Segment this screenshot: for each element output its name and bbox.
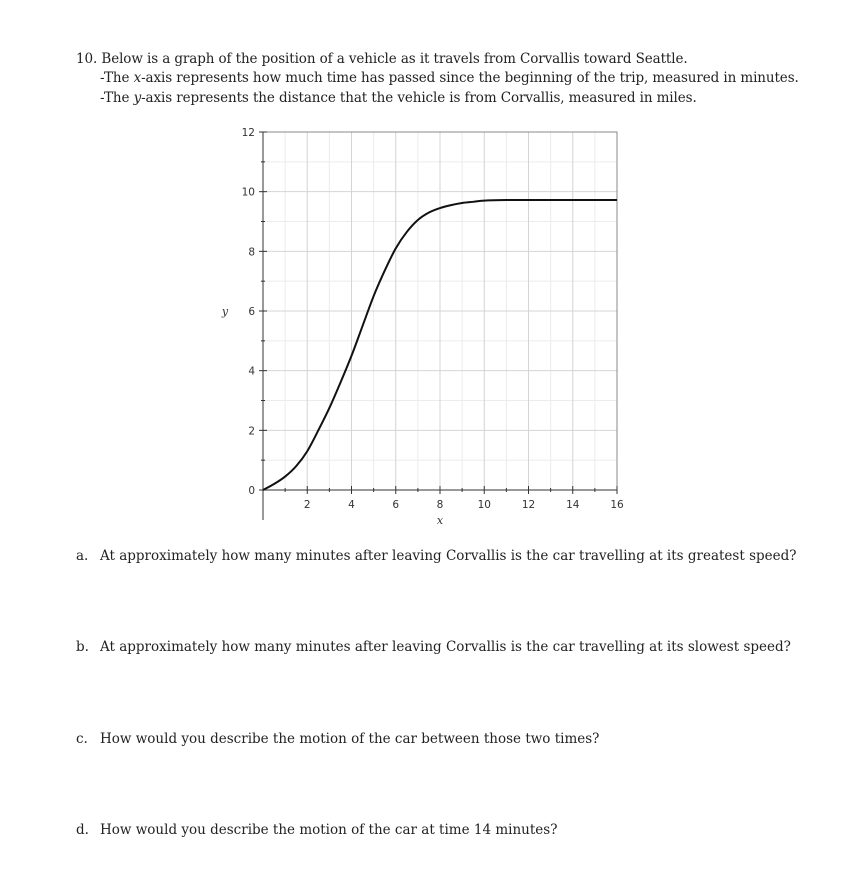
- x-tick-label: 4: [348, 499, 355, 511]
- question-text: At approximately how many minutes after leaving Corvallis is the car travelling at its greatest speed?: [100, 548, 797, 564]
- question-label: d.: [76, 822, 89, 838]
- y-tick-label: 10: [241, 186, 255, 199]
- x-tick-label: 10: [477, 499, 491, 511]
- y-desc-prefix: -The: [100, 90, 134, 106]
- y-tick-label: 12: [241, 127, 255, 139]
- y-desc-variable: y: [133, 90, 142, 106]
- question-c: [76, 731, 599, 747]
- x-desc-suffix: -axis represents how much time has passed since the beginning of the trip, measured in minutes.: [141, 70, 799, 86]
- x-tick-label: 8: [436, 499, 444, 511]
- question-d: [76, 822, 557, 838]
- problem-intro-text: Below is a graph of the position of a vehicle as it travels from Corvallis toward Seattle.: [101, 51, 688, 67]
- y-desc-suffix: -axis represents the distance that the vehicle is from Corvallis, measured in miles.: [141, 90, 697, 106]
- question-label: a.: [76, 548, 89, 564]
- x-axis-label: x: [436, 514, 444, 527]
- x-tick-label: 2: [303, 499, 311, 511]
- question-label: b.: [76, 639, 89, 655]
- question-b: [76, 639, 791, 655]
- x-tick-label: 16: [610, 499, 624, 511]
- y-tick-label: 2: [248, 425, 255, 438]
- question-text: How would you describe the motion of the car between those two times?: [100, 731, 600, 747]
- y-tick-label: 8: [248, 246, 255, 259]
- problem-number: 10.: [76, 51, 98, 67]
- question-text: How would you describe the motion of the car at time 14 minutes?: [100, 822, 558, 838]
- y-tick-label: 0: [248, 485, 255, 497]
- tick-labels: [242, 127, 624, 511]
- x-desc-variable: x: [133, 70, 142, 86]
- x-tick-label: 14: [566, 499, 580, 511]
- x-desc-prefix: -The: [100, 70, 134, 86]
- question-a: [76, 548, 797, 564]
- question-text: At approximately how many minutes after leaving Corvallis is the car travelling at its slowest speed?: [100, 639, 791, 655]
- x-tick-label: 12: [521, 499, 536, 511]
- y-tick-label: 6: [248, 306, 255, 318]
- y-tick-label: 4: [248, 365, 255, 378]
- question-label: c.: [76, 731, 88, 747]
- y-axis-label: y: [221, 305, 229, 318]
- x-tick-label: 6: [392, 499, 400, 511]
